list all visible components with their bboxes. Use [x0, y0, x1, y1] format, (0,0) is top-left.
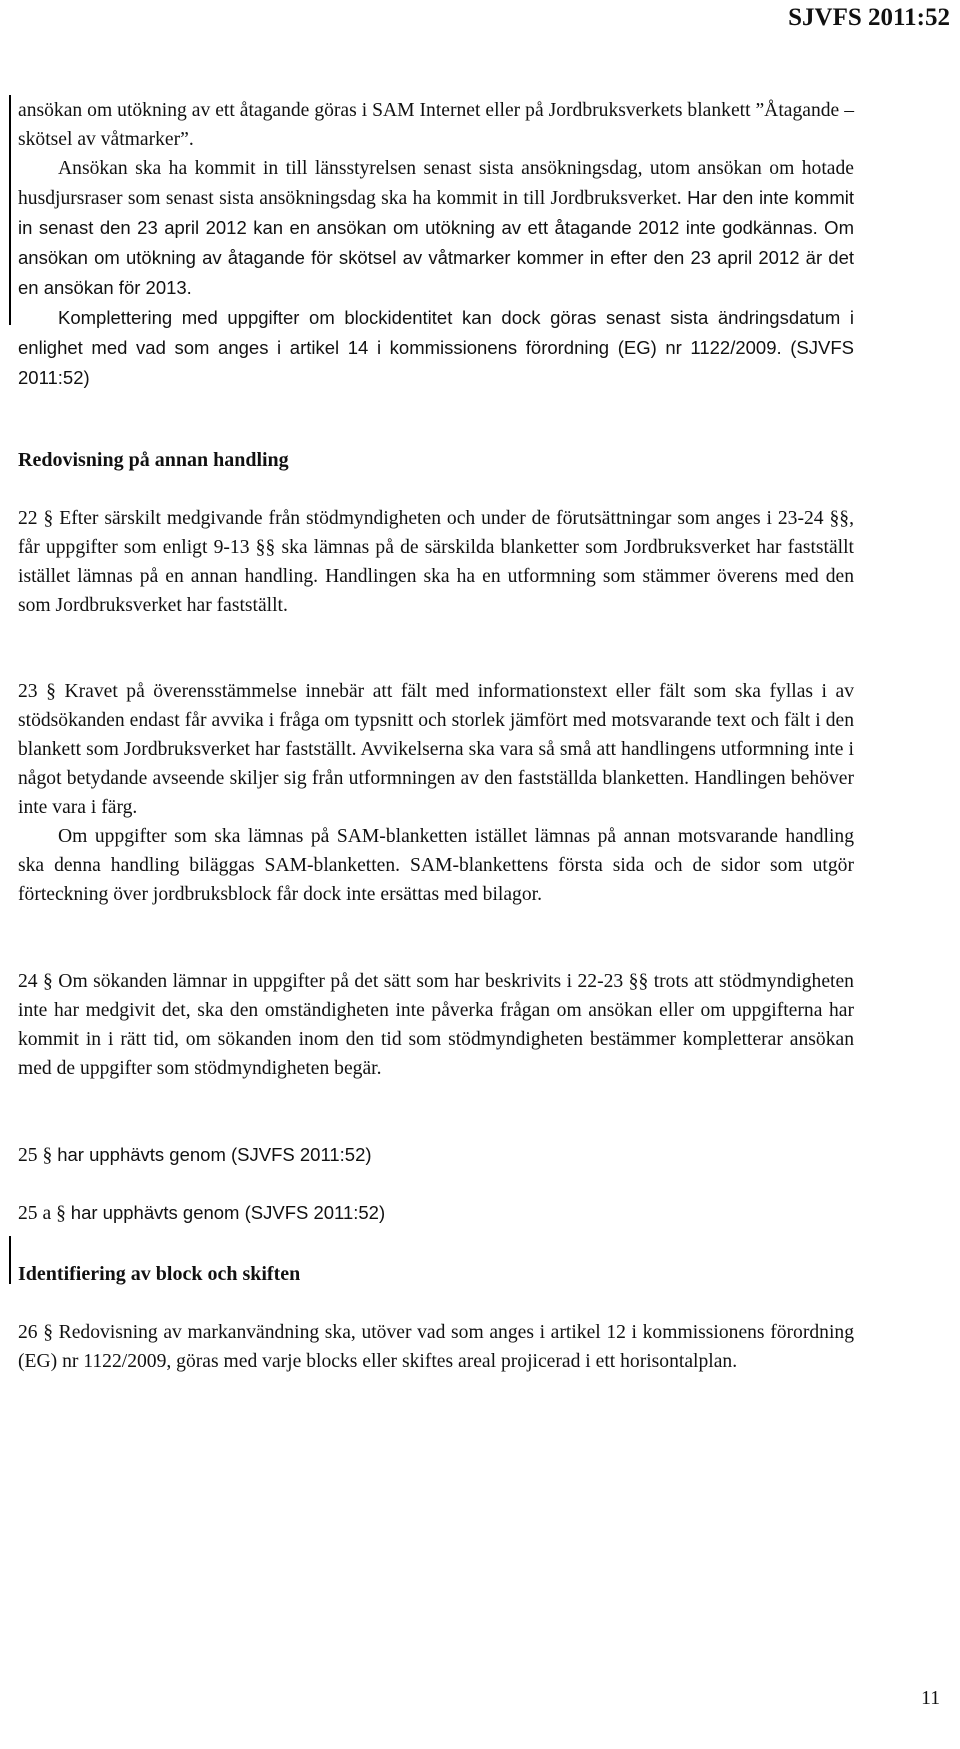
- continuation-paragraph-1: ansökan om utökning av ett åtagande göras i SAM Internet eller på Jordbruksverkets blankett ”Åtagande –skötsel av våtmarker”.: [18, 100, 854, 150]
- page-header-title: SJVFS 2011:52: [788, 4, 950, 31]
- paragraph-23-second: Om uppgifter som ska lämnas på SAM-blanketten istället lämnas på annan motsvarande handling ska denna handling biläggas SAM-blanketten. SAM-blankettens första sida och de sidor som utgör förteckning över jordbruksblock får dock inte ersättas med bilagor.: [18, 826, 854, 905]
- section-25: [18, 1140, 854, 1170]
- paragraph-number: 25 a §: [18, 1203, 66, 1224]
- section-24: [18, 967, 854, 1083]
- section-23: [18, 677, 854, 909]
- section-22: [18, 504, 854, 620]
- paragraph-26: 26 § Redovisning av markanvändning ska, utöver vad som anges i artikel 12 i kommissionens förordning (EG) nr 1122/2009, göras med varje blocks eller skiftes areal projicerad i ett horisontalplan.: [18, 1322, 854, 1372]
- paragraph-number: 26 §: [18, 1322, 54, 1343]
- paragraph-number: 25 §: [18, 1145, 53, 1166]
- section-heading-redovisning: Redovisning på annan handling: [18, 449, 289, 471]
- paragraph-number: 22 §: [18, 508, 54, 529]
- section-heading-identifiering: Identifiering av block och skiften: [18, 1263, 301, 1285]
- paragraph-23: 23 § Kravet på överensstämmelse innebär att fält med informationstext eller fält som ska fyllas i av stödsökanden endast får avvika i fråga om typsnitt och storlek jämfört med motsvarande text och fält i den blankett som Jordbruksverket har fastställt. Avvikelserna ska vara så små att handlingens utformning inte i något betydande avseende skiljer sig från utformningen av den fastställda blanketten. Handlingen behöver inte vara i färg.: [18, 681, 855, 818]
- paragraph-number: 24 §: [18, 971, 53, 992]
- paragraph-25a: 25 a § har upphävts genom (SJVFS 2011:52): [18, 1202, 386, 1224]
- page-number: 11: [921, 1688, 940, 1709]
- change-bar: [9, 95, 11, 325]
- section-25a: [18, 1198, 854, 1228]
- section-26: [18, 1318, 854, 1376]
- continuation-text: [18, 96, 854, 393]
- continuation-paragraph-3: Komplettering med uppgifter om blockidentitet kan dock göras senast sista ändringsdatum i enlighet med vad som anges i artikel 14 i kommissionens förordning (EG) nr 1122/2009. (SJVFS 2011:52): [18, 307, 854, 388]
- paragraph-number: 23 §: [18, 681, 56, 702]
- paragraph-24: 24 § Om sökanden lämnar in uppgifter på det sätt som har beskrivits i 22-23 §§ trots att stödmyndigheten inte har medgivit det, ska den omständigheten inte påverka frågan om ansökan eller om uppgifterna har kommit in i rätt tid, om sökanden inom den tid som stödmyndigheten bestämmer kompletterar ansökan med de uppgifter som stödmyndigheten begär.: [18, 971, 854, 1079]
- paragraph-25: 25 § har upphävts genom (SJVFS 2011:52): [18, 1144, 372, 1166]
- change-bar: [9, 1236, 11, 1284]
- continuation-paragraph-2: Ansökan ska ha kommit in till länsstyrelsen senast sista ansökningsdag, utom ansökan om hotade husdjursraser som senast sista ansökningsdag ska ha kommit in till Jordbruksverket. Har den inte kommit in senast den 23 april 2012 kan en ansökan om utökning av ett åtagande 2012 inte godkännas. Om ansökan om utökning av åtagande för skötsel av våtmarker kommer in efter den 23 april 2012 är det en ansökan för 2013.: [18, 158, 854, 298]
- paragraph-22: 22 § Efter särskilt medgivande från stödmyndigheten och under de förutsättningar som anges i 23-24 §§, får uppgifter som enligt 9-13 §§ ska lämnas på de särskilda blanketter som Jordbruksverket har fastställt istället lämnas på en annan handling. Handlingen ska ha en utformning som stämmer överens med den som Jordbruksverket har fastställt.: [18, 508, 854, 616]
